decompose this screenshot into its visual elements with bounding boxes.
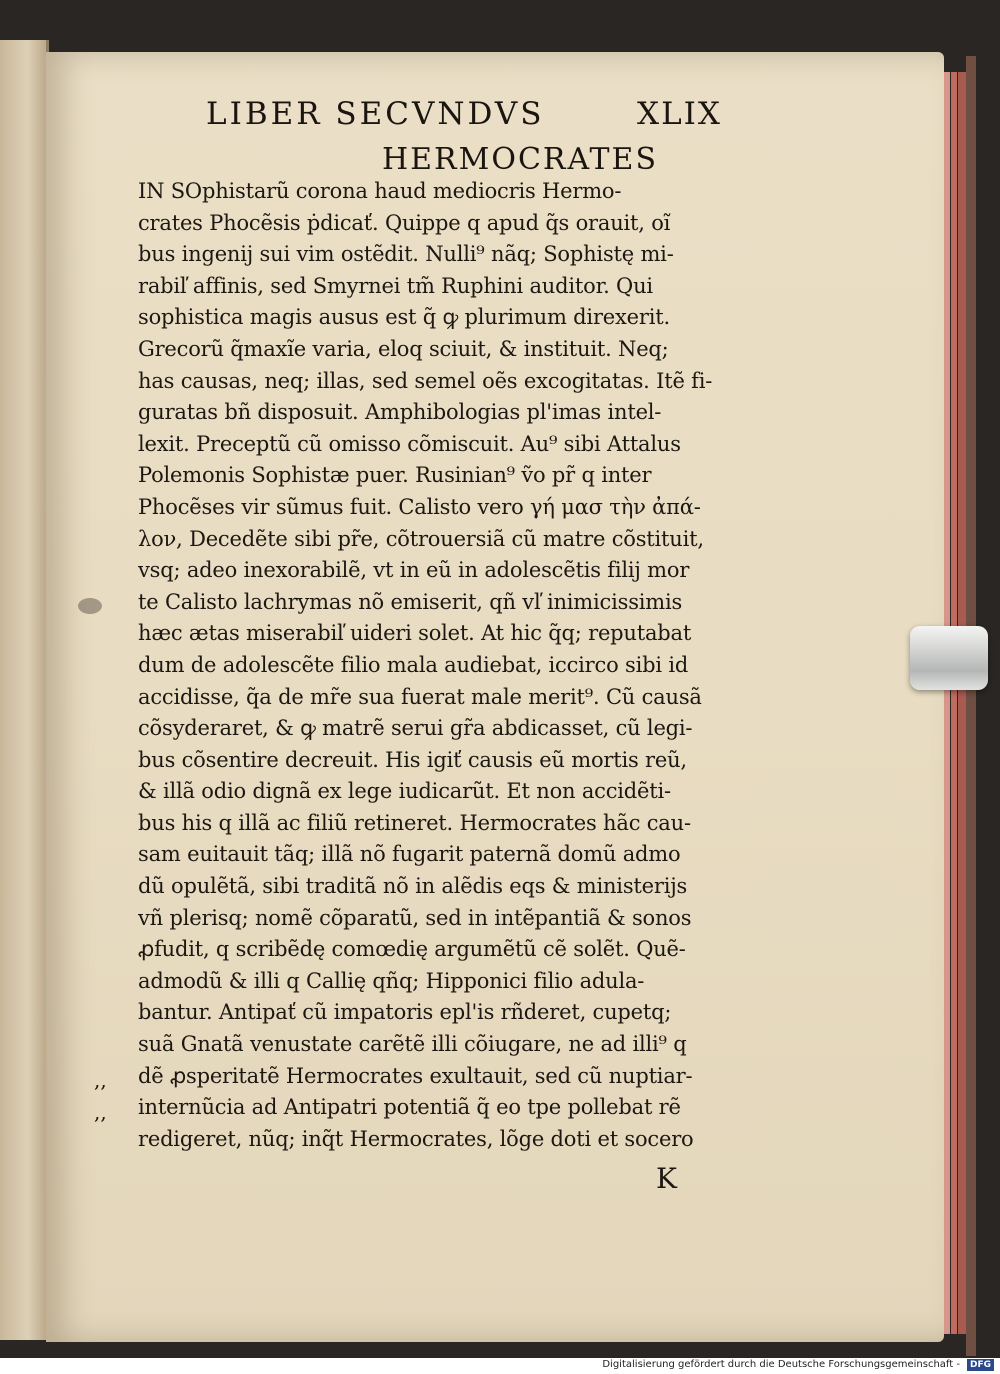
text-line: sophistica magis ausus est q̃ ꝙ plurimum direxerit. xyxy=(138,305,670,330)
margin-quote-mark: ,, xyxy=(94,1068,107,1092)
text-line: suã Gnatã venustate carẽtẽ illi cõiugare, ne ad illi⁹ q xyxy=(138,1032,687,1057)
text-line: lexit. Preceptũ cũ omisso cõmiscuit. Au⁹ sibi Attalus xyxy=(138,431,681,456)
chapter-heading: HERMOCRATES xyxy=(382,142,658,177)
text-line: bantur. Antipať cũ impatoris epl'is rñderet, cupetq; xyxy=(138,1000,672,1025)
text-line: vsq; adeo inexorabilẽ, vt in eũ in adolescẽtis filij mor xyxy=(138,558,690,583)
text-line: redigeret, nũq; inq̃t Hermocrates, lõge doti et socero xyxy=(138,1126,694,1151)
text-line: cõsyderaret, & ꝙ matrẽ serui gr̃a abdicasset, cũ legi- xyxy=(138,716,693,741)
text-line: bus his q illã ac filiũ retineret. Hermocrates hãc cau- xyxy=(138,810,691,835)
book-cover-edge xyxy=(966,56,976,1356)
text-line: accidisse, q̃a de mr̃e sua fuerat male merit⁹. Cũ causã xyxy=(138,684,702,709)
folio-number: XLIX xyxy=(637,96,722,132)
page-edge-red xyxy=(958,72,966,1334)
running-title: LIBER SECVNDVS xyxy=(206,96,545,132)
text-line: has causas, neq; illas, sed semel oẽs excogitatas. Itẽ fi- xyxy=(138,368,713,393)
text-line: IN SOphistarũ corona haud mediocris Hermo- xyxy=(138,179,622,203)
text-line: hæc ætas miserabiľ uideri solet. At hic q̃q; reputabat xyxy=(138,621,692,646)
text-line: internũcia ad Antipatri potentiã q̃ eo tpe pollebat rẽ xyxy=(138,1095,681,1120)
text-line: & illã odio dignã ex lege iudicarũt. Et non accidẽti- xyxy=(138,779,671,804)
text-line: bus cõsentire decreuit. His igiť causis eũ mortis reũ, xyxy=(138,747,687,772)
body-text xyxy=(138,176,768,1155)
page-edge-red xyxy=(944,72,950,1334)
text-line: ꝓfudit, q scribẽdę comœdię argumẽtũ cẽ solẽt. Quẽ- xyxy=(138,937,686,962)
signature-mark: K xyxy=(656,1162,677,1195)
text-line: Grecorũ q̃maxĩe varia, eloq sciuit, & instituit. Neq; xyxy=(138,336,669,361)
text-line: Polemonis Sophistæ puer. Rusinian⁹ ṽo pr̃ q inter xyxy=(138,463,652,488)
text-line: bus ingenij sui vim ostẽdit. Nulli⁹ nãq; Sophistę mi- xyxy=(138,242,674,267)
text-line: rabiľ affinis, sed Smyrnei tm̃ Ruphini auditor. Qui xyxy=(138,273,653,298)
text-line: Phocẽses vir sũmus fuit. Calisto vero γή μασ τὴν ἀπά- xyxy=(138,494,701,519)
page-edge-red xyxy=(951,72,957,1334)
text-line: dum de adolescẽte filio mala audiebat, iccirco sibi id xyxy=(138,652,689,677)
text-line: te Calisto lachrymas nõ emiserit, qñ vľ inimicissimis xyxy=(138,589,683,614)
text-line: dẽ ꝓsperitatẽ Hermocrates exultauit, sed cũ nuptiar- xyxy=(138,1063,693,1088)
text-line: λον, Decedẽte sibi pr̃e, cõtrouersiã cũ matre cõstituit, xyxy=(138,526,704,551)
page-header xyxy=(200,96,740,140)
text-line: vñ plerisq; nomẽ cõparatũ, sed in intẽpantiã & sonos xyxy=(138,905,692,930)
page-clip xyxy=(910,626,988,690)
ink-stain xyxy=(78,598,102,614)
margin-quote-mark: ,, xyxy=(94,1100,107,1124)
text-line: guratas bñ disposuit. Amphibologias pl'imas intel- xyxy=(138,400,662,425)
text-line: admodũ & illi q Callię qñq; Hipponici filio adula- xyxy=(138,968,645,993)
text-line: sam euitauit tãq; illã nõ fugarit paternã domũ admo xyxy=(138,842,681,867)
footer-credit: Digitalisierung gefördert durch die Deutsche Forschungsgemeinschaft - xyxy=(602,1359,960,1370)
dfg-logo: DFG xyxy=(967,1359,994,1371)
text-line: dũ opulẽtã, sibi traditã nõ in alẽdis eqs & ministerijs xyxy=(138,874,688,899)
text-line: crates Phocẽsis ṗdicať. Quippe q apud q̃s orauit, oĩ xyxy=(138,210,671,235)
facing-page-edge xyxy=(0,40,49,1340)
